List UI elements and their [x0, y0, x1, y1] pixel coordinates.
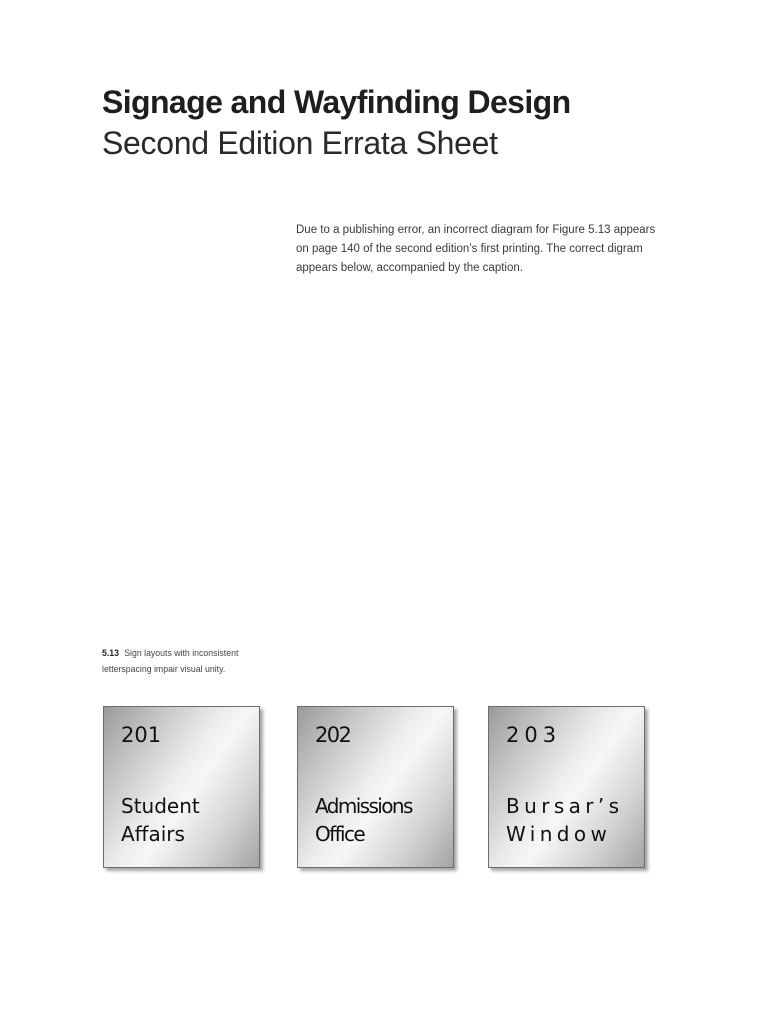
page-subtitle: Second Edition Errata Sheet — [102, 125, 498, 161]
sign-name-line: Admissions — [315, 794, 412, 818]
intro-paragraph: Due to a publishing error, an incorrect diagram for Figure 5.13 appears on page 140 of the second edition’s first printing. The correct digram appears below, accompanied by the caption. — [296, 224, 656, 274]
figure-number: 5.13 — [102, 648, 120, 659]
page-title: Signage and Wayfinding Design — [102, 84, 571, 120]
figure-caption — [102, 646, 258, 678]
sign-name-line: Affairs — [121, 822, 185, 846]
sign-room-name — [315, 792, 412, 848]
sign-room-number: 202 — [315, 723, 351, 747]
sign-room-name — [506, 792, 624, 848]
room-sign-203 — [488, 706, 645, 868]
sign-name-line: Office — [315, 822, 365, 846]
caption-text: Sign layouts with inconsistent letterspacing impair visual unity. — [102, 648, 239, 675]
room-sign-202 — [297, 706, 454, 868]
room-sign-201 — [103, 706, 260, 868]
sign-room-name — [121, 792, 200, 848]
sign-name-line: Student — [121, 794, 200, 818]
sign-room-number: 203 — [506, 723, 562, 747]
sign-name-line: Window — [506, 822, 612, 846]
sign-room-number: 201 — [121, 723, 162, 747]
sign-name-line: Bursar’s — [506, 794, 624, 818]
